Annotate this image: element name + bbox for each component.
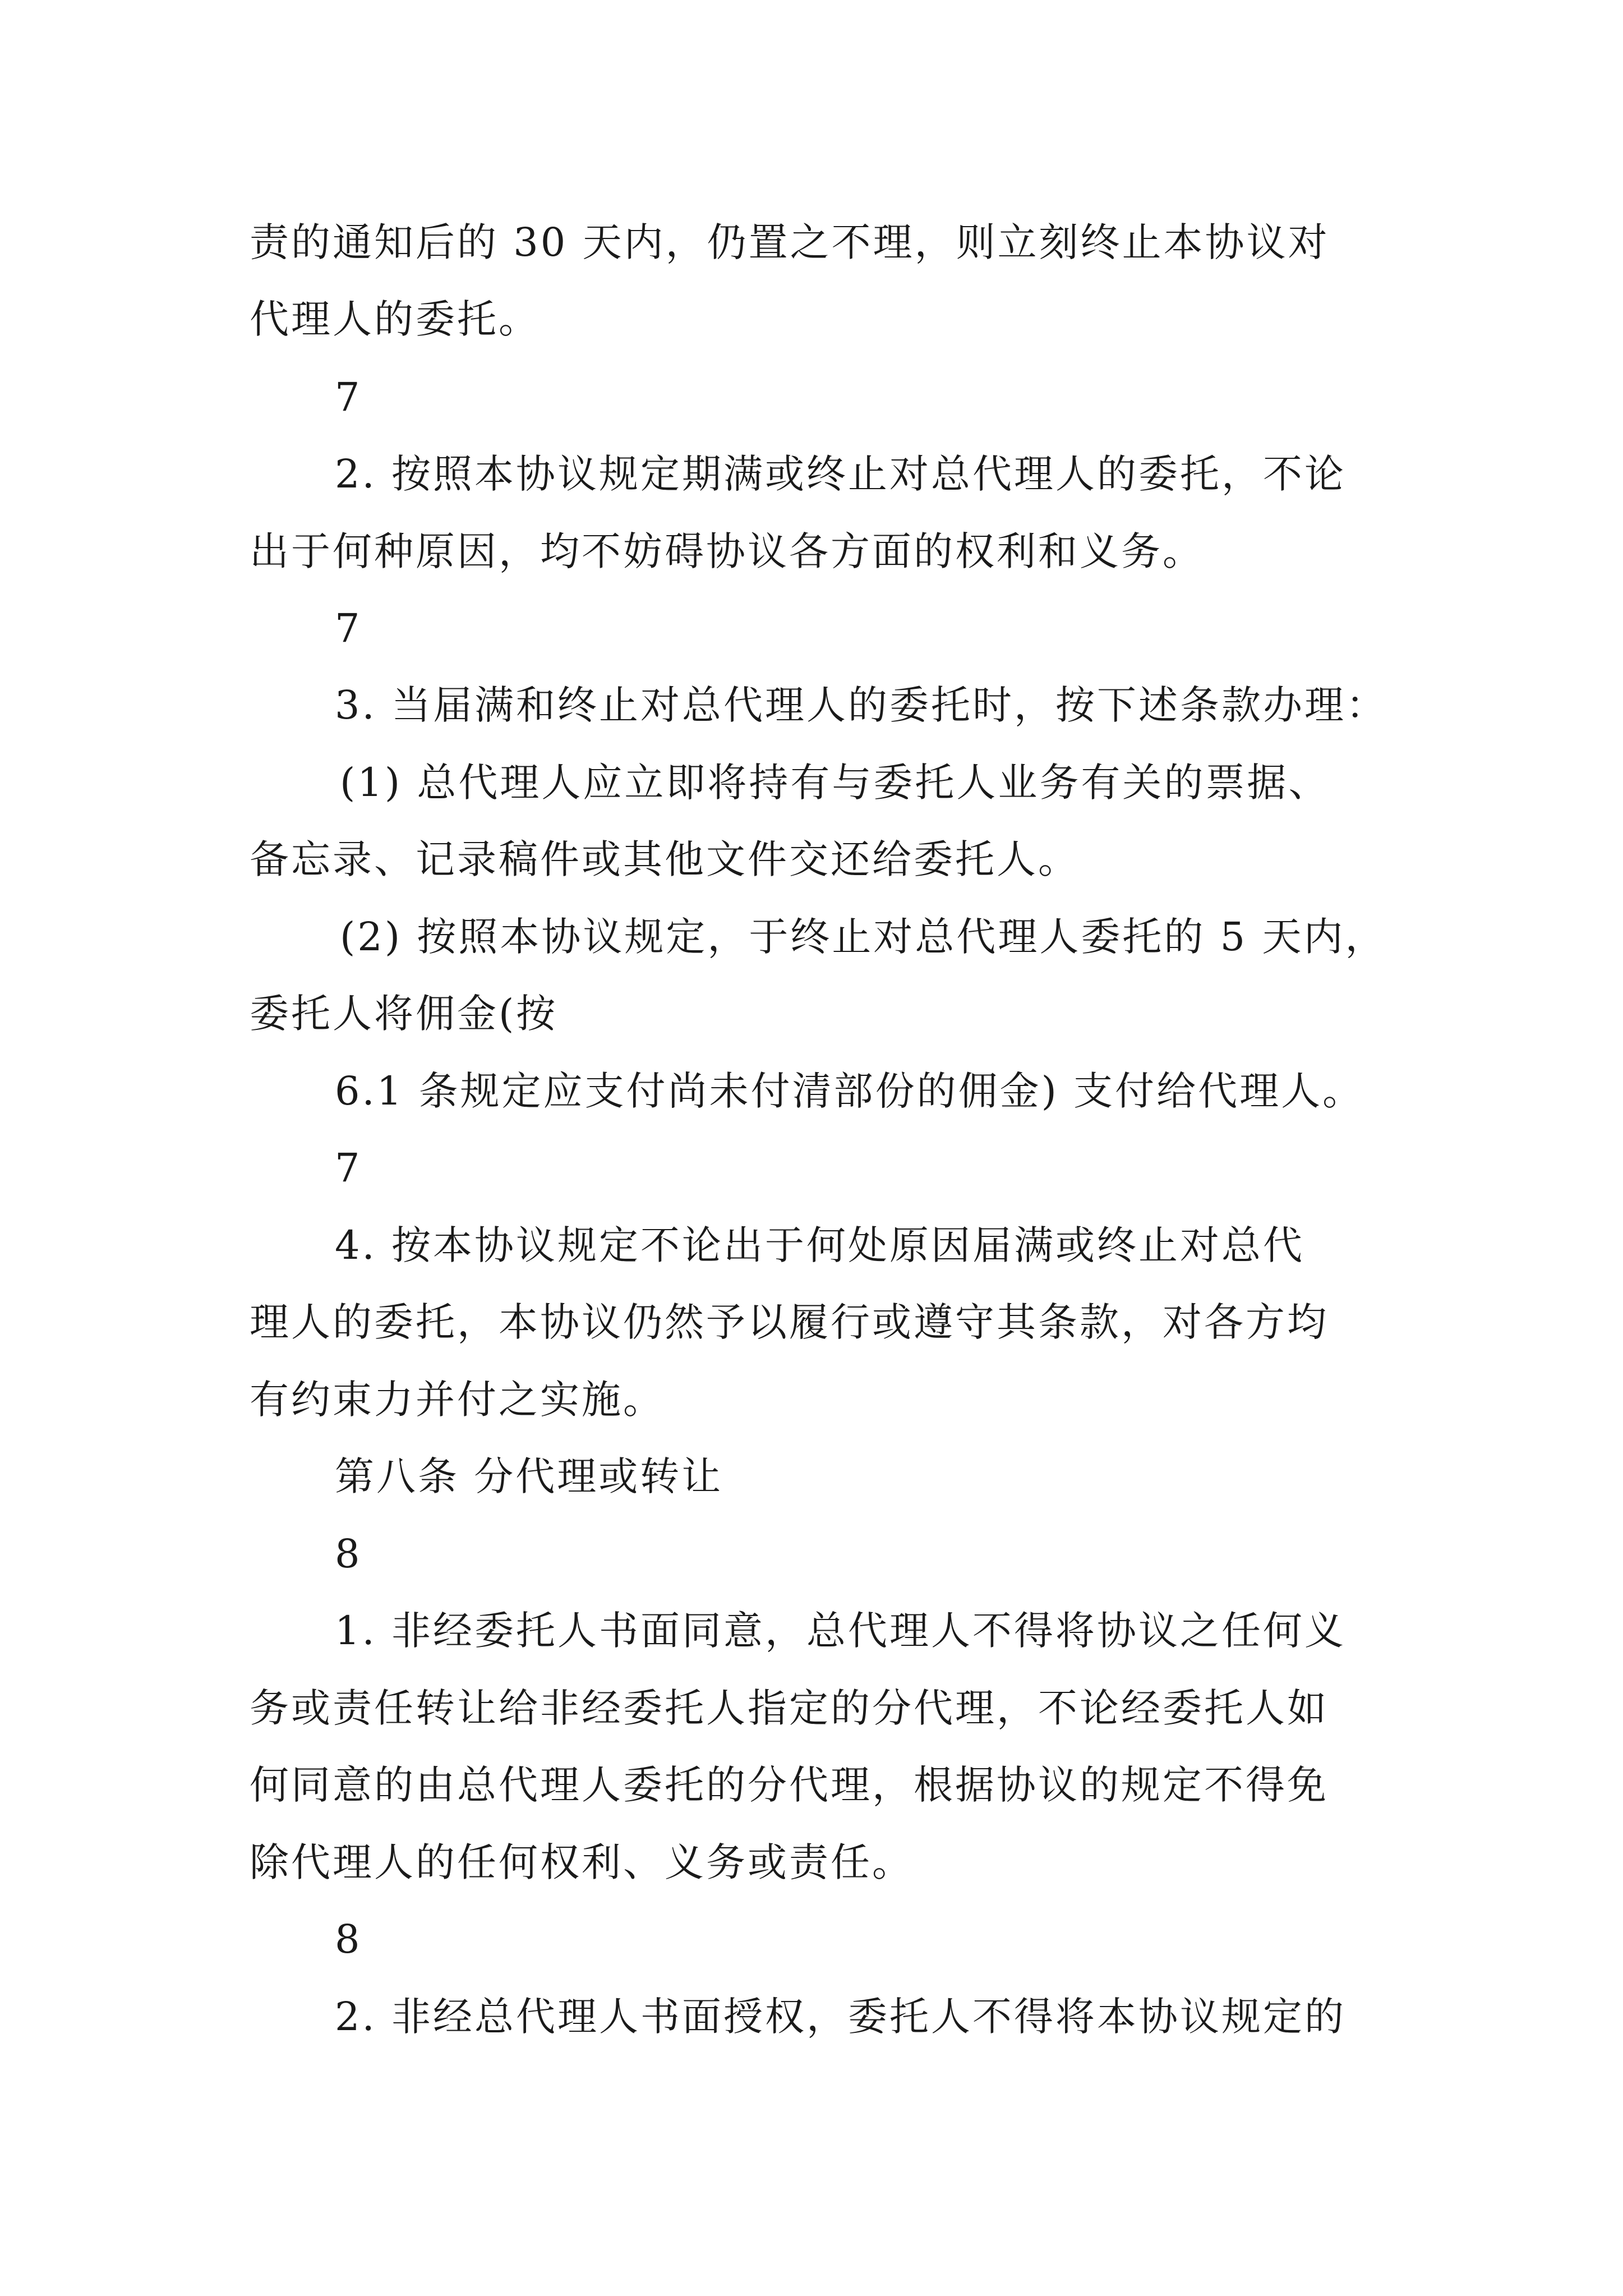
text-line: (2) 按照本协议规定，于终止对总代理人委托的 5 天内， [340, 914, 1387, 960]
text-line: 4. 按本协议规定不论出于何处原因届满或终止对总代 [335, 1222, 1305, 1268]
section-number: 8 [335, 1531, 362, 1577]
section-number: 7 [335, 605, 362, 651]
text-line: 1. 非经委托人书面同意，总代理人不得将协议之任何义 [335, 1608, 1347, 1654]
text-line: (1) 总代理人应立即将持有与委托人业务有关的票据、 [340, 760, 1330, 806]
text-line: 有约束力并付之实施。 [250, 1377, 665, 1423]
text-line: 代理人的委托。 [250, 296, 540, 342]
section-number: 7 [335, 374, 362, 420]
text-line: 2. 非经总代理人书面授权，委托人不得将本协议规定的 [335, 1994, 1347, 2040]
section-number: 7 [335, 1145, 362, 1191]
text-line: 出于何种原因，均不妨碍协议各方面的权利和义务。 [250, 528, 1204, 574]
text-line: 理人的委托，本协议仍然予以履行或遵守其条款，对各方均 [250, 1299, 1329, 1345]
article-heading: 第八条 分代理或转让 [335, 1453, 723, 1499]
text-line: 何同意的由总代理人委托的分代理，根据协议的规定不得免 [250, 1762, 1329, 1808]
text-line: 备忘录、记录稿件或其他文件交还给委托人。 [250, 836, 1080, 882]
text-line: 委托人将佣金(按 [250, 991, 558, 1037]
text-line: 务或责任转让给非经委托人指定的分代理，不论经委托人如 [250, 1685, 1329, 1731]
text-line: 责的通知后的 30 天内，仍置之不理，则立刻终止本协议对 [250, 219, 1330, 265]
text-line: 3. 当届满和终止对总代理人的委托时，按下述条款办理： [335, 682, 1388, 728]
section-number: 8 [335, 1916, 362, 1962]
text-line: 2. 按照本协议规定期满或终止对总代理人的委托，不论 [335, 451, 1347, 497]
text-line: 6.1 条规定应支付尚未付清部份的佣金) 支付给代理人。 [335, 1068, 1364, 1114]
text-line: 除代理人的任何权利、义务或责任。 [250, 1839, 914, 1885]
